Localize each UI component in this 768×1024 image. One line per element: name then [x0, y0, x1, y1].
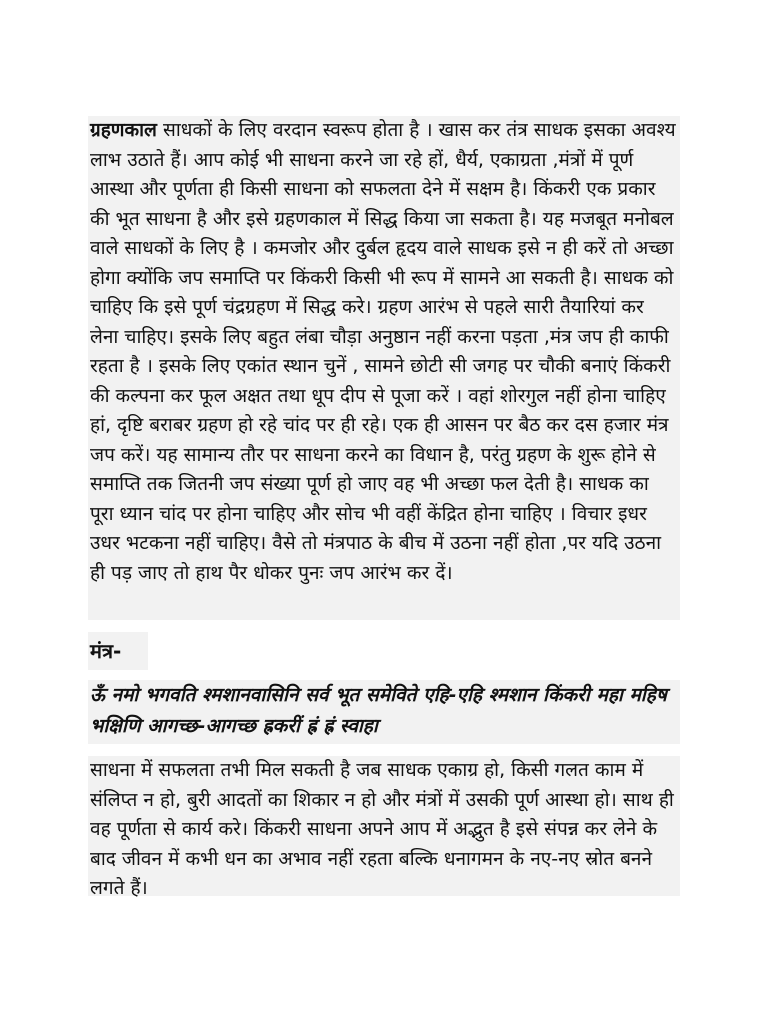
closing-paragraph: साधना में सफलता तभी मिल सकती है जब साधक एकाग्र हो, किसी गलत काम में संलिप्त न हो, बुरी आदतों का शिकार न हो और मंत्रों में उसकी पूर्ण आस्था हो। साथ ही वह पूर्णता से कार्य करे। किंकरी साधना अपने आप में अद्भुत है इसे संपन्न कर लेने के बाद जीवन में कभी धन का अभाव नहीं रहता बल्कि धनागमन के नए-नए स्रोत बनने लगते हैं। [88, 756, 680, 896]
intro-paragraph [88, 116, 680, 620]
paragraph-lead-term: ग्रहणकाल [90, 119, 157, 141]
mantra-text: ऊँ नमो भगवति श्मशानवासिनि सर्व भूत समेविते एहि-एहि श्मशान किंकरी महा महिष भक्षिणि आगच्छ-आगच्छ ह्रकरीं ह्रं ह्रं स्वाहा [88, 680, 680, 744]
mantra-heading: मंत्र- [88, 632, 148, 670]
intro-paragraph-body: साधकों के लिए वरदान स्वरूप होता है । खास कर तंत्र साधक इसका अवश्य लाभ उठाते हैं। आप कोई भी साधना करने जा रहे हों, धैर्य, एकाग्रता ,मंत्रों में पूर्ण आस्था और पूर्णता ही किसी साधना को सफलता देने में सक्षम है। किंकरी एक प्रकार की भूत साधना है और इसे ग्रहणकाल में सिद्ध किया जा सकता है। यह मजबूत मनोबल वाले साधकों के लिए है । कमजोर और दुर्बल हृदय वाले साधक इसे न ही करें तो अच्छा होगा क्योंकि जप समाप्ति पर किंकरी किसी भी रूप में सामने आ सकती है। साधक को चाहिए कि इसे पूर्ण चंद्रग्रहण में सिद्ध करे। ग्रहण आरंभ से पहले सारी तैयारियां कर लेना चाहिए। इसके लिए बहुत लंबा चौड़ा अनुष्ठान नहीं करना पड़ता ,मंत्र जप ही काफी रहता है । इसके लिए एकांत स्थान चुनें , सामने छोटी सी जगह पर चौकी बनाएं किंकरी की कल्पना कर फूल अक्षत तथा धूप दीप से पूजा करें । वहां शोरगुल नहीं होना चाहिए हां, दृष्टि बराबर ग्रहण हो रहे चांद पर ही रहे। एक ही आसन पर बैठ कर दस हजार मंत्र जप करें। यह सामान्य तौर पर साधना करने का विधान है, परंतु ग्रहण के शुरू होने से समाप्ति तक जितनी जप संख्या पूर्ण हो जाए वह भी अच्छा फल देती है। साधक का पूरा ध्यान चांद पर होना चाहिए और सोच भी वहीं केंद्रित होना चाहिए । विचार इधर उधर भटकना नहीं चाहिए। वैसे तो मंत्रपाठ के बीच में उठना नहीं होता ,पर यदि उठना ही पड़ जाए तो हाथ पैर धोकर पुनः जप आरंभ कर दें। [90, 119, 676, 584]
